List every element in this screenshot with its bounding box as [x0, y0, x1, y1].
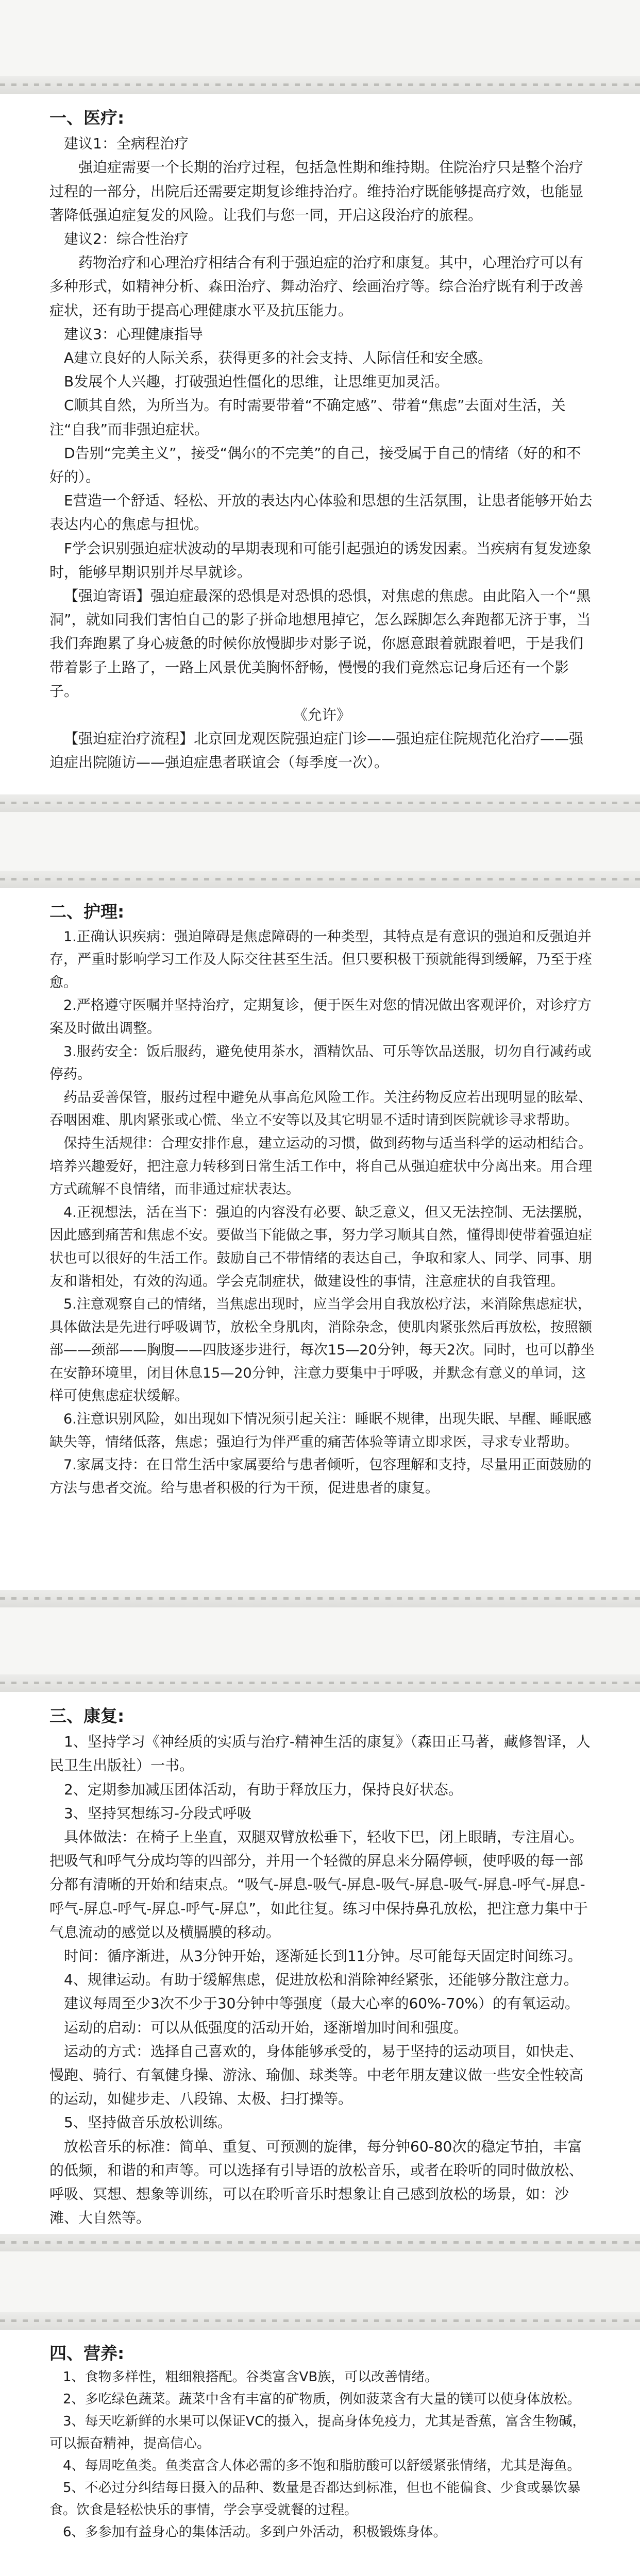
quote-title: 《允许》 [293, 706, 351, 724]
paragraph: 具体做法：在椅子上坐直，双腿双臂放松垂下，轻收下巴，闭上眼睛，专注眉心。把吸气和呼气分成均等的四部分，并用一个轻微的屏息来分隔停顿，使呼吸的每一部分都有清晰的开始和结束点。“吸气-屏息-吸气-屏息-吸气-屏息-吸气-屏息-呼气-屏息-呼气-屏息-呼气-屏息-呼气-屏息”，如此往复。练习中保持鼻孔放松，把注意力集中于气息流动的感觉以及横膈膜的移动。 [49, 1828, 588, 1941]
paragraph: E营造一个舒适、轻松、开放的表达内心体验和思想的生活氛围，让患者能够开始去表达内心的焦虑与担忧。 [49, 492, 593, 533]
paragraph: 1.正确认识疾病：强迫障碍是焦虑障碍的一种类型，其特点是有意识的强迫和反强迫并存，严重时影响学习工作及人际交往甚至生活。但只要积极干预就能得到缓解，乃至于痊愈。 [49, 928, 592, 991]
section-rehab [0, 1674, 640, 2251]
divider [0, 2312, 640, 2330]
paragraph: 【强迫症治疗流程】北京回龙观医院强迫症门诊——强迫症住院规范化治疗——强迫症出院随访——强迫症患者联谊会（每季度一次）。 [49, 730, 584, 771]
paragraph: 运动的方式：选择自己喜欢的，身体能够承受的，易于坚持的运动项目，如快走、慢跑、骑行、有氧健身操、游泳、瑜伽、球类等。中老年朋友建议做一些安全性较高的运动，如健步走、八段锦、太极、扫打操等。 [49, 2042, 584, 2108]
divider [0, 1674, 640, 1692]
paragraph: 2、定期参加减压团体活动，有助于释放压力，保持良好状态。 [64, 1781, 463, 1798]
paragraph: 5.注意观察自己的情绪，当焦虑出现时，应当学会用自我放松疗法，来消除焦虑症状，具体做法是先进行呼吸调节，放松全身肌肉，消除杂念，使肌肉紧张然后再放松，按照额部——颈部——胸腹——四肢逐步进行，每次15—20分钟，每天2次。同时，也可以静坐在安静环境里，闭目休息15—20分钟，注意力要集中于呼吸，并默念有意义的单词，这样可使焦虑症状缓解。 [49, 1296, 595, 1404]
section-title: 一、医疗: [49, 108, 125, 128]
paragraph: B发展个人兴趣，打破强迫性僵化的思维，让思维更加灵活。 [64, 373, 449, 391]
paragraph: C顺其自然，为所当为。有时需要带着“不确定感”、带着“焦虑”去面对生活，关注“自我”而非强迫症状。 [49, 397, 566, 438]
section-nursing [0, 871, 640, 1607]
paragraph: 5、不必过分纠结每日摄入的品种、数量是否都达到标准，但也不能偏食、少食或暴饮暴食。饮食是轻松快乐的事情，学会享受就餐的过程。 [49, 2480, 581, 2518]
paragraph: 6、多参加有益身心的集体活动。多到户外活动，积极锻炼身体。 [63, 2524, 447, 2540]
paragraph: 5、坚持做音乐放松训练。 [64, 2114, 232, 2131]
paragraph: 4、每周吃鱼类。鱼类富含人体必需的多不饱和脂肪酸可以舒缓紧张情绪，尤其是海鱼。 [63, 2458, 581, 2473]
paragraph: F学会识别强迫症状波动的早期表现和可能引起强迫的诱发因素。当疾病有复发迹象时，能够早期识别并尽早就诊。 [49, 539, 592, 581]
divider [0, 2234, 640, 2251]
divider [0, 1590, 640, 1607]
paragraph: 6.注意识别风险，如出现如下情况须引起关注：睡眠不规律，出现失眠、早醒、睡眠感缺失等，情绪低落，焦虑；强迫行为伴严重的痛苦体验等请立即求医，寻求专业帮助。 [49, 1411, 592, 1450]
section-medical [0, 76, 640, 812]
paragraph: 3、每天吃新鲜的水果可以保证VC的摄入，提高身体免疫力，尤其是香蕉，富含生物碱，可以振奋精神，提高信心。 [49, 2414, 586, 2451]
section-title: 三、康复: [49, 1706, 125, 1726]
paragraph: 7.家属支持：在日常生活中家属要给与患者倾听，包容理解和支持，尽量用正面鼓励的方法与患者交流。给与患者积极的行为干预，促进患者的康复。 [49, 1457, 592, 1496]
paragraph: 1、食物多样性，粗细粮搭配。谷类富含VB族，可以改善情绪。 [63, 2369, 439, 2385]
paragraph: 3、坚持冥想练习-分段式呼吸 [64, 1804, 251, 1822]
paragraph: 建议每周至少3次不少于30分钟中等强度（最大心率的60%-70%）的有氧运动。 [64, 1995, 580, 2012]
paragraph: 4、规律运动。有助于缓解焦虑，促进放松和消除神经紧张，还能够分散注意力。 [64, 1971, 578, 1989]
paragraph: A建立良好的人际关系，获得更多的社会支持、人际信任和安全感。 [64, 349, 493, 367]
paragraph: D告别“完美主义”，接受“偶尔的不完美”的自己，接受属于自己的情绪（好的和不好的）。 [49, 444, 581, 486]
paragraph: 2.严格遵守医嘱并坚持治疗，定期复诊，便于医生对您的情况做出客观评价，对诊疗方案及时做出调整。 [49, 997, 592, 1037]
paragraph: 时间：循序渐进，从3分钟开始，逐渐延长到11分钟。尽可能每天固定时间练习。 [64, 1947, 582, 1965]
paragraph: 放松音乐的标准：简单、重复、可预测的旋律，每分钟60-80次的稳定节拍，丰富的低频，和谐的和声等。可以选择有引导语的放松音乐，或者在聆听的同时做放松、呼吸、冥想、想象等训练，可以在聆听音乐时想象让自己感到放松的场景，如：沙滩、大自然等。 [49, 2138, 584, 2227]
paragraph: 【强迫寄语】强迫症最深的恐惧是对恐惧的恐惧，对焦虑的焦虑。由此陷入一个“黑洞”，就如同我们害怕自己的影子拼命地想甩掉它，怎么踩脚怎么奔跑都无济于事，当我们奔跑累了身心疲惫的时候你放慢脚步对影子说，你愿意跟着就跟着吧，于是我们带着影子上路了，一路上风景优美胸怀舒畅，慢慢的我们竟然忘记身后还有一个影子。 [49, 587, 591, 700]
paragraph: 药品妥善保管，服药过程中避免从事高危风险工作。关注药物反应若出现明显的眩晕、吞咽困难、肌肉紧张或心慌、坐立不安等以及其它明显不适时请到医院就诊寻求帮助。 [49, 1089, 592, 1129]
section-title: 四、营养: [49, 2343, 125, 2363]
paragraph: 强迫症需要一个长期的治疗过程，包括急性期和维持期。住院治疗只是整个治疗过程的一部分，出院后还需要定期复诊维持治疗。维持治疗既能够提高疗效，也能显著降低强迫症复发的风险。让我们与您一同，开启这段治疗的旅程。 [49, 159, 584, 224]
paragraph: 4.正视想法，活在当下：强迫的内容没有必要、缺乏意义，但又无法控制、无法摆脱，因此感到痛苦和焦虑不安。要做当下能做之事，努力学习顺其自然，懂得即使带着强迫症状也可以很好的生活工作。鼓励自己不带情绪的表达自己，争取和家人、同学、同事、朋友和谐相处，有效的沟通。学会克制症状，做建设性的事情，注意症状的自我管理。 [49, 1204, 592, 1290]
paragraph: 1、坚持学习《神经质的实质与治疗-精神生活的康复》（森田正马著，藏修智译，人民卫生出版社）一书。 [49, 1733, 591, 1774]
paragraph: 3.服药安全：饭后服药，避免使用茶水，酒精饮品、可乐等饮品送服，切勿自行减药或停药。 [49, 1043, 592, 1083]
paragraph: 运动的启动：可以从低强度的活动开始，逐渐增加时间和强度。 [64, 2019, 468, 2036]
section-nutrition [0, 2312, 640, 2576]
divider [0, 871, 640, 888]
section-title: 二、护理: [49, 902, 125, 922]
paragraph: 建议2：综合性治疗 [64, 230, 189, 248]
paragraph: 建议1：全病程治疗 [64, 135, 189, 152]
divider [0, 794, 640, 812]
paragraph: 建议3：心理健康指导 [64, 325, 203, 343]
paragraph: 药物治疗和心理治疗相结合有利于强迫症的治疗和康复。其中，心理治疗可以有多种形式，如精神分析、森田治疗、舞动治疗、绘画治疗等。综合治疗既有利于改善症状，还有助于提高心理健康水平及抗压能力。 [49, 254, 584, 319]
paragraph: 2、多吃绿色蔬菜。蔬菜中含有丰富的矿物质，例如菠菜含有大量的镁可以使身体放松。 [63, 2392, 581, 2407]
divider [0, 76, 640, 94]
paragraph: 保持生活规律：合理安排作息，建立运动的习惯，做到药物与适当科学的运动相结合。培养兴趣爱好，把注意力转移到日常生活工作中，将自己从强迫症状中分离出来。用合理方式疏解不良情绪，而非通过症状表达。 [49, 1135, 592, 1198]
